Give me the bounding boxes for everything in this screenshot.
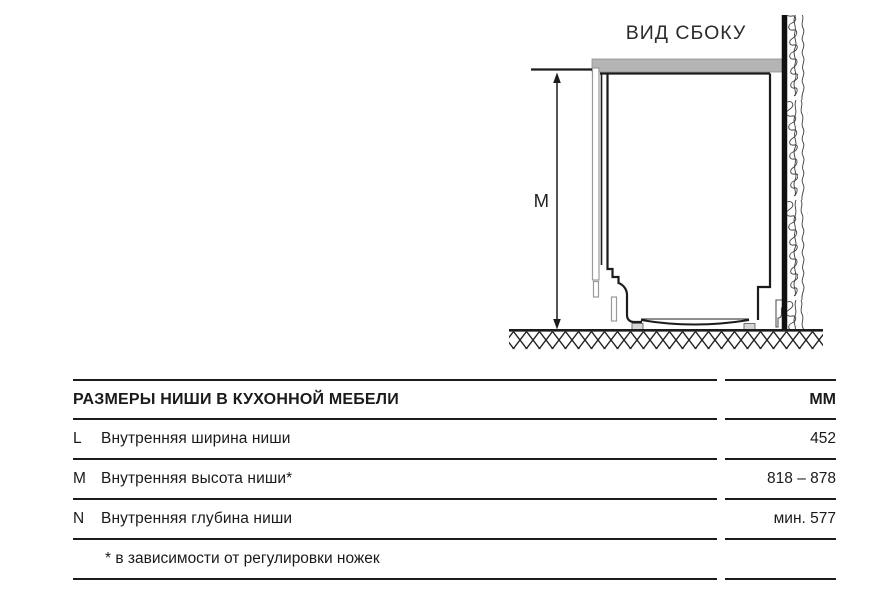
dimension-m-label: M xyxy=(533,190,549,211)
appliance-outline xyxy=(600,74,770,325)
floor-hatching xyxy=(509,332,823,350)
door-panel xyxy=(593,68,617,321)
view-title: ВИД СБОКУ xyxy=(625,22,747,44)
dimension-value: мин. 577 xyxy=(773,510,836,527)
table-row xyxy=(73,460,836,500)
dimension-label: Внутренняя ширина ниши xyxy=(101,430,291,447)
niche-table xyxy=(73,379,836,580)
table-unit-header: ММ xyxy=(809,390,836,408)
arrow-up-icon xyxy=(553,73,561,84)
floor xyxy=(509,330,823,349)
dimension-label: Внутренняя глубина ниши xyxy=(101,510,293,527)
wall-texture xyxy=(788,15,808,331)
dimension-key: M xyxy=(73,470,86,487)
countertop xyxy=(592,59,782,72)
dimension-value: 452 xyxy=(810,430,836,447)
arrow-down-icon xyxy=(553,319,561,330)
footnote: * в зависимости от регулировки ножек xyxy=(105,550,380,567)
table-title: РАЗМЕРЫ НИШИ В КУХОННОЙ МЕБЕЛИ xyxy=(73,390,399,408)
table-header-row xyxy=(73,379,836,420)
dimension-m xyxy=(531,70,592,330)
dimension-value: 818 – 878 xyxy=(767,470,836,487)
table-footnote-row xyxy=(73,540,836,580)
dimension-label: Внутренняя высота ниши* xyxy=(101,470,293,487)
wall xyxy=(785,15,808,331)
dimension-key: L xyxy=(73,430,82,447)
table-row xyxy=(73,420,836,460)
dimension-key: N xyxy=(73,510,85,527)
table-row xyxy=(73,500,836,540)
